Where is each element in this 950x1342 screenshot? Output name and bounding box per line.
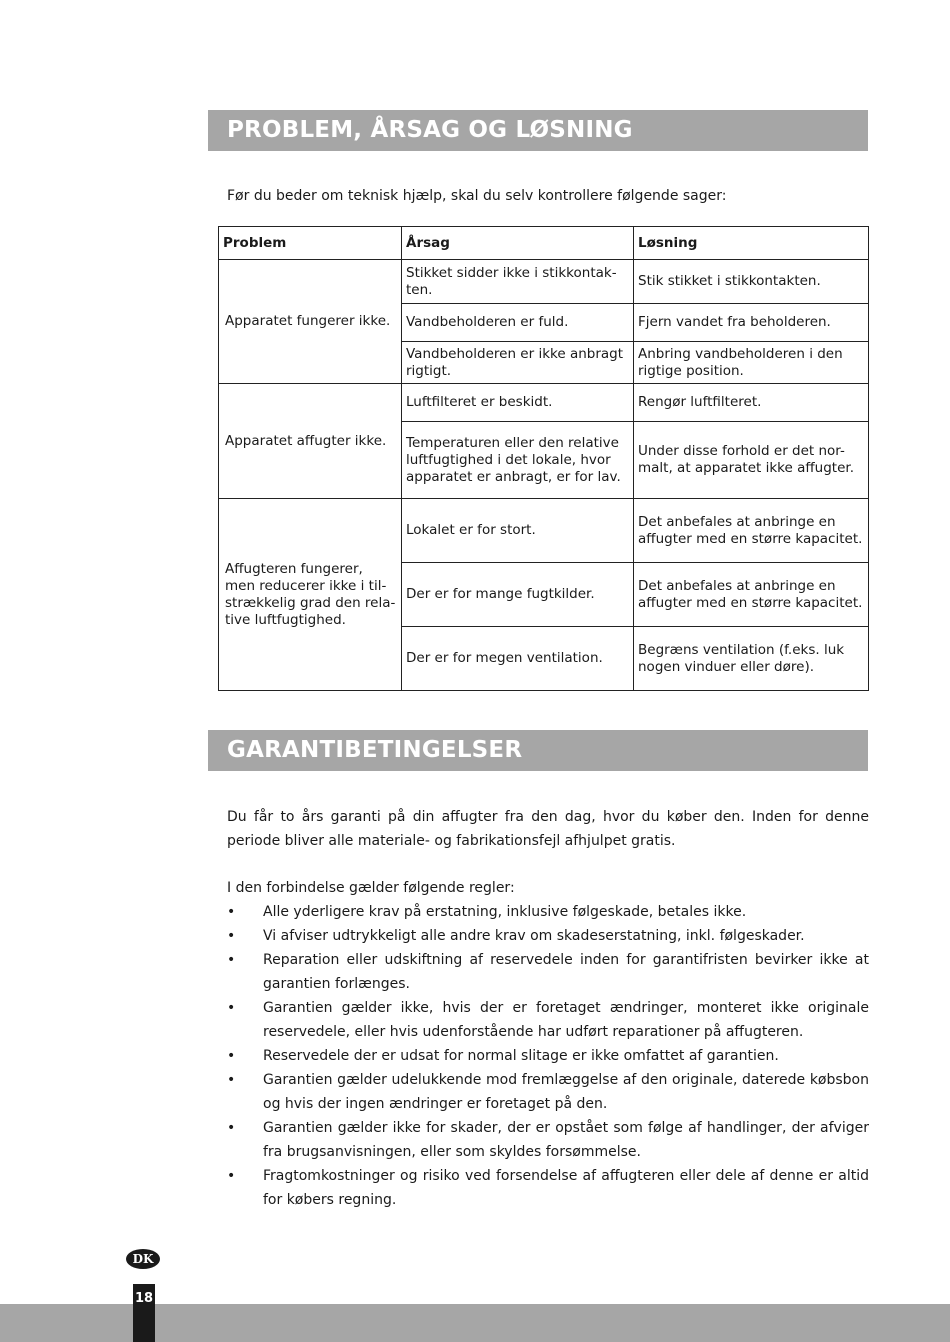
cause-cell: Lokalet er for stort. [402,499,634,563]
section-title-warranty: GARANTIBETINGELSER [208,730,868,771]
bullet-icon: • [227,1120,236,1136]
cause-cell: Der er for mange fugtkilder. [402,563,634,627]
table-header-row [219,227,869,260]
solution-cell: Rengør luftfilteret. [634,384,869,422]
section-title-problem: PROBLEM, ÅRSAG OG LØSNING [208,110,868,151]
list-item [227,924,869,948]
table-row [219,260,869,304]
bullet-icon: • [227,1168,236,1184]
table-row [219,499,869,563]
list-item [227,996,869,1044]
solution-cell: Stik stikket i stikkontakten. [634,260,869,304]
warranty-paragraph: Du får to års garanti på din affugter fra den dag, hvor du køber den. Inden for denne periode bliver alle materiale- og fabrikationsfejl afhjulpet gratis. [227,809,869,849]
rule-text: Reparation eller udskiftning af reservedele inden for garantifristen bevirker ikke at garantien forlænges. [263,952,869,992]
bullet-icon: • [227,928,236,944]
bullet-icon: • [227,952,236,968]
rule-text: Vi afviser udtrykkeligt alle andre krav om skadeserstatning, inkl. følgeskader. [263,928,805,944]
problem-cell: Apparatet fungerer ikke. [219,260,402,384]
header-problem: Problem [219,227,402,260]
cause-cell: Temperaturen eller den relative luftfugtighed i det lokale, hvor apparatet er anbragt, er for lav. [402,422,634,499]
language-badge: DK [126,1249,160,1269]
list-item [227,1068,869,1116]
troubleshooting-table [218,226,869,691]
list-item [227,948,869,996]
header-cause: Årsag [402,227,634,260]
list-item [227,900,869,924]
rule-text: Alle yderligere krav på erstatning, inklusive følgeskade, betales ikke. [263,904,747,920]
list-item [227,1116,869,1164]
cause-cell: Luftfilteret er beskidt. [402,384,634,422]
rules-intro: I den forbindelse gælder følgende regler: [227,880,515,896]
warranty-rules-list [227,900,869,1212]
rule-text: Fragtomkostninger og risiko ved forsendelse af affugteren eller dele af denne er altid for købers regning. [263,1168,869,1208]
bullet-icon: • [227,1072,236,1088]
problem-cell: Apparatet affugter ikke. [219,384,402,499]
header-solution: Løsning [634,227,869,260]
problem-cell: Affugteren fungerer, men reducerer ikke i til-strækkelig grad den rela-tive luftfugtighed. [219,499,402,691]
cause-cell: Vandbeholderen er ikke anbragt rigtigt. [402,342,634,384]
rule-text: Garantien gælder udelukkende mod fremlæggelse af den originale, daterede købsbon og hvis der ingen ændringer er foretaget på den. [263,1072,869,1112]
bullet-icon: • [227,904,236,920]
solution-cell: Det anbefales at anbringe en affugter med en større kapacitet. [634,563,869,627]
table-row [219,384,869,422]
list-item [227,1164,869,1212]
solution-cell: Fjern vandet fra beholderen. [634,304,869,342]
intro-text: Før du beder om teknisk hjælp, skal du selv kontrollere følgende sager: [227,188,727,204]
rule-text: Garantien gælder ikke for skader, der er opstået som følge af handlinger, der afviger fra brugsanvisningen, eller som skyldes forsømmelse. [263,1120,869,1160]
solution-cell: Begræns ventilation (f.eks. luk nogen vinduer eller døre). [634,627,869,691]
solution-cell: Det anbefales at anbringe en affugter med en større kapacitet. [634,499,869,563]
list-item [227,1044,869,1068]
cause-cell: Stikket sidder ikke i stikkontak-ten. [402,260,634,304]
solution-cell: Under disse forhold er det nor-malt, at apparatet ikke affugter. [634,422,869,499]
page-number: 18 [133,1284,155,1342]
solution-cell: Anbring vandbeholderen i den rigtige position. [634,342,869,384]
cause-cell: Der er for megen ventilation. [402,627,634,691]
bullet-icon: • [227,1048,236,1064]
rule-text: Reservedele der er udsat for normal slitage er ikke omfattet af garantien. [263,1048,779,1064]
cause-cell: Vandbeholderen er fuld. [402,304,634,342]
rule-text: Garantien gælder ikke, hvis der er foretaget ændringer, monteret ikke originale reservedele, eller hvis udenforstående har udført reparationer på affugteren. [263,1000,869,1040]
bullet-icon: • [227,1000,236,1016]
